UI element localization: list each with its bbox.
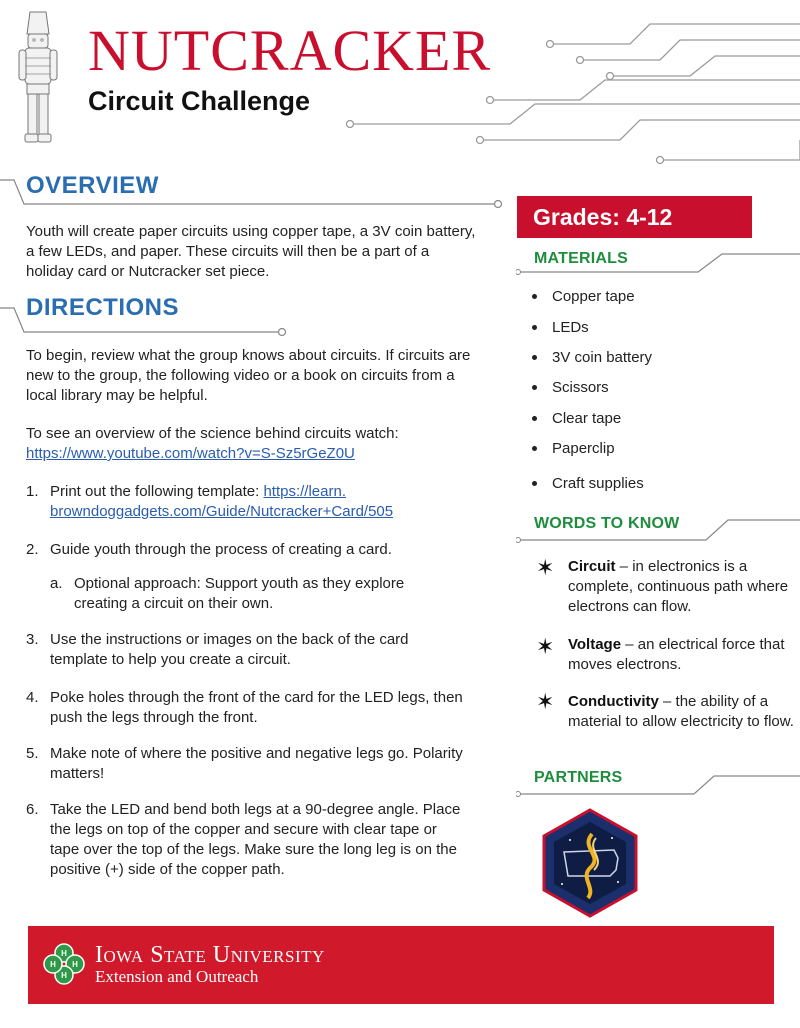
- step-number: 4.: [26, 689, 39, 706]
- step-number: 5.: [26, 745, 39, 762]
- star-icon: ✶: [536, 634, 555, 659]
- material-item: LEDs: [532, 320, 752, 336]
- materials-heading-line: [516, 246, 800, 280]
- directions-intro: To begin, review what the group knows about circuits. If circuits are new to the group, the following video or a book on circuits from a local library may be helpful.: [26, 347, 471, 404]
- step-text: Make note of where the positive and negative legs go. Polarity matters!: [50, 745, 463, 782]
- step-text: Take the LED and bend both legs at a 90-degree angle. Place the legs on top of the copper and secure with clear tape or tape over the top of the legs. Make sure the long leg is on the positive (+) side of the copper path.: [50, 801, 461, 878]
- step-text: Print out the following template:: [50, 483, 264, 500]
- materials-heading: MATERIALS: [534, 250, 628, 267]
- 4h-clover-icon: [42, 942, 86, 986]
- words-heading: WORDS TO KNOW: [534, 515, 680, 532]
- nutcracker-figure-icon: [16, 10, 60, 145]
- partners-heading-line: [516, 770, 800, 804]
- material-item: Clear tape: [532, 411, 752, 427]
- step-number: 6.: [26, 801, 39, 818]
- star-icon: ✶: [536, 689, 555, 714]
- directions-heading-line: [0, 306, 300, 342]
- step-number: 2.: [26, 541, 39, 558]
- word-circuit: Circuit – in electronics is a complete, continuous path where electrons can flow.: [568, 558, 789, 615]
- step-number: a.: [50, 575, 63, 592]
- word-voltage: Voltage – an electrical force that moves electrons.: [568, 636, 785, 673]
- word-conductivity: Conductivity – the ability of a material to allow electricity to flow.: [568, 693, 794, 730]
- svg-text:H: H: [72, 960, 78, 969]
- words-heading-line: [516, 512, 800, 546]
- svg-text:H: H: [50, 960, 56, 969]
- step-text: Guide youth through the process of creating a card.: [50, 541, 392, 558]
- material-item: Scissors: [532, 380, 752, 396]
- template-link-line1[interactable]: https://learn.: [263, 483, 346, 500]
- material-item: Paperclip: [532, 441, 752, 457]
- svg-text:H: H: [61, 971, 67, 980]
- overview-heading: OVERVIEW: [26, 172, 159, 199]
- svg-text:H: H: [61, 949, 67, 958]
- step-number: 3.: [26, 631, 39, 648]
- step-text: Poke holes through the front of the card for the LED legs, then push the legs through the front.: [50, 689, 463, 726]
- overview-heading-line: [0, 178, 505, 214]
- video-link[interactable]: https://www.youtube.com/watch?v=S-Sz5rGeZ0U: [26, 445, 355, 462]
- university-name: Iowa State University: [95, 942, 325, 968]
- step-text: Optional approach: Support youth as they explore creating a circuit on their own.: [74, 575, 405, 612]
- step-number: 1.: [26, 483, 39, 500]
- space-grant-logo-icon: [540, 808, 640, 918]
- university-unit: Extension and Outreach: [95, 967, 259, 986]
- step-text: Use the instructions or images on the back of the card template to help you create a circuit.: [50, 631, 409, 668]
- material-item: 3V coin battery: [532, 350, 752, 366]
- partners-heading: PARTNERS: [534, 769, 623, 786]
- material-item: Copper tape: [532, 289, 752, 305]
- page-title: NUTCRACKER: [88, 18, 492, 83]
- overview-text: Youth will create paper circuits using copper tape, a 3V coin battery, a few LEDs, and paper. These circuits will then be a part of a holiday card or Nutcracker set piece.: [26, 223, 476, 280]
- template-link-line2[interactable]: browndoggadgets.com/Guide/Nutcracker+Card/505: [50, 503, 394, 520]
- star-icon: ✶: [536, 555, 555, 580]
- video-intro-text: To see an overview of the science behind circuits watch:: [26, 425, 399, 442]
- page-subtitle: Circuit Challenge: [88, 86, 311, 116]
- directions-heading: DIRECTIONS: [26, 294, 180, 321]
- material-item: Craft supplies: [532, 476, 752, 492]
- grades-badge: Grades: 4-12: [517, 196, 752, 238]
